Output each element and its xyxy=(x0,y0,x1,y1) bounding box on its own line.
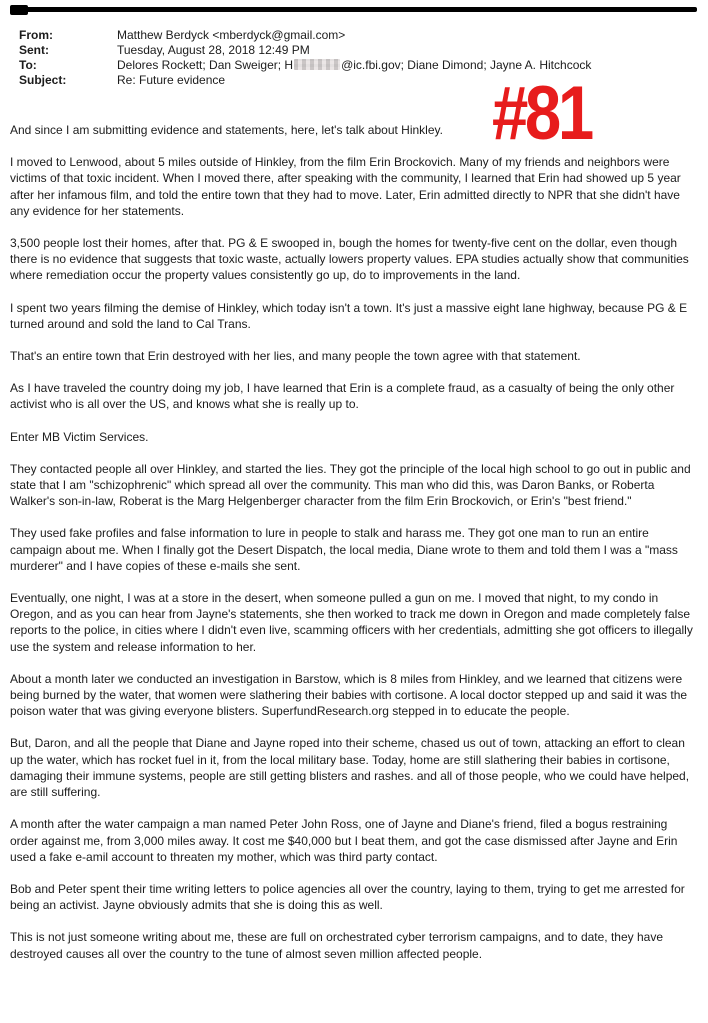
paragraph: Eventually, one night, I was at a store in the desert, when someone pulled a gun on me. I moved that night, to my condo in Oregon, and as you can hear from Jayne's statements, she then worked to track me down in Oregon and made completely false reports to the police, in cities where I didn't even live, scamming officers with her credentials, admitting she got officers to illegally use the system and release information to her. xyxy=(10,591,693,654)
paragraph: I moved to Lenwood, about 5 miles outside of Hinkley, from the film Erin Brockovich. Many of my friends and neighbors were victims of that toxic incident. When I moved there, after speaking with the community, I learned that Erin had showed up 5 year after her infamous film, and told the entire town that they had to move. Later, Erin admitted directly to NPR that she didn't have any evidence for her statements. xyxy=(10,155,681,218)
paragraph: They used fake profiles and false information to lure in people to stalk and harass me. They got one man to run an entire campaign about me. When I finally got the Desert Dispatch, the local media, Diane wrote to them and told them I was a "mass murderer" and I have copies of these e-mails she sent. xyxy=(10,526,678,573)
paragraph: This is not just someone writing about me, these are full on orchestrated cyber terrorism campaigns, and to date, they have destroyed causes all over the country to the tune of almost seven million affected people. xyxy=(10,930,663,961)
paragraph: Bob and Peter spent their time writing letters to police agencies all over the country, laying to them, trying to get me arrested for being an activist. Jayne obviously admits that she is doing this as well. xyxy=(10,881,685,913)
paragraph: That's an entire town that Erin destroyed with her lies, and many people the town agree with that statement. xyxy=(10,349,581,364)
paragraph: And since I am submitting evidence and statements, here, let's talk about Hinkley. xyxy=(10,123,443,137)
exhibit-number-stamp: #81 xyxy=(492,71,591,156)
redaction-bar xyxy=(13,7,697,12)
to-value-prefix: Delores Rockett; Dan Sweiger; H xyxy=(117,58,294,72)
paragraph: Enter MB Victim Services. xyxy=(10,429,149,444)
header-row-from xyxy=(19,28,591,43)
subject-label: Subject: xyxy=(19,73,67,87)
paragraph: 3,500 people lost their homes, after that. PG & E swooped in, bough the homes for twenty-five cent on the dollar, even though there is no evidence that suggests that toxic waste, actually lowers property values. EPA studies actually show that communities where remediation occur the property values consistently go up, do to improvements in the land. xyxy=(10,236,689,283)
paragraph: As I have traveled the country doing my job, I have learned that Erin is a complete fraud, as a casualty of being the only other activist who is all over the US, and knows what she is really up to. xyxy=(10,381,675,412)
email-body xyxy=(10,122,698,978)
redacted-line xyxy=(10,5,697,16)
paragraph: I spent two years filming the demise of Hinkley, which today isn't a town. It's just a massive eight lane highway, because PG & E turned around and sold the land to Cal Trans. xyxy=(10,300,688,331)
to-value-suffix: @ic.fbi.gov; Diane Dimond; Jayne A. Hitchcock xyxy=(341,58,592,72)
from-value: Matthew Berdyck <mberdyck@gmail.com> xyxy=(117,28,346,42)
paragraph: About a month later we conducted an investigation in Barstow, which is 8 miles from Hinkley, and we learned that citizens were being burned by the water, that women were slathering their babies with cortisone. A local doctor stepped up and said it was the poison water that was giving everyone blisters. SuperfundResearch.org stepped in to educate the people. xyxy=(10,671,688,719)
to-label: To: xyxy=(19,58,37,72)
subject-value: Re: Future evidence xyxy=(117,73,226,87)
paragraph: A month after the water campaign a man named Peter John Ross, one of Jayne and Diane's friend, filed a bogus restraining order against me, from 3,000 miles away. It cost me $40,000 but I beat them, and got the case dismissed after Jayne and Erin used a fake e-amil account to threaten my mother, which was third party contact. xyxy=(10,817,678,864)
from-label: From: xyxy=(19,28,53,42)
redacted-email-blur xyxy=(294,59,340,70)
paragraph: But, Daron, and all the people that Diane and Jayne roped into their scheme, chased us out of town, attacking an effort to clean up the water, which has rocket fuel in it, from the local military base. Today, home are still slathering their babies in cortisone, damaging their immune systems, people are still getting blisters and rashes. and all of those people, who we could have helped, are still suffering. xyxy=(10,736,690,800)
sent-value: Tuesday, August 28, 2018 12:49 PM xyxy=(117,43,310,57)
paragraph: They contacted people all over Hinkley, and started the lies. They got the principle of the local high school to go out in public and state that I am "schizophrenic" which spread all over the community. This man who did this, was Daron Banks, or Roberta Walker's son-in-law, Roberat is the Marg Helgenberger character from the film Erin Brockovich, or Erin's "best friend." xyxy=(10,461,691,509)
header-row-sent xyxy=(19,43,591,58)
sent-label: Sent: xyxy=(19,43,49,57)
